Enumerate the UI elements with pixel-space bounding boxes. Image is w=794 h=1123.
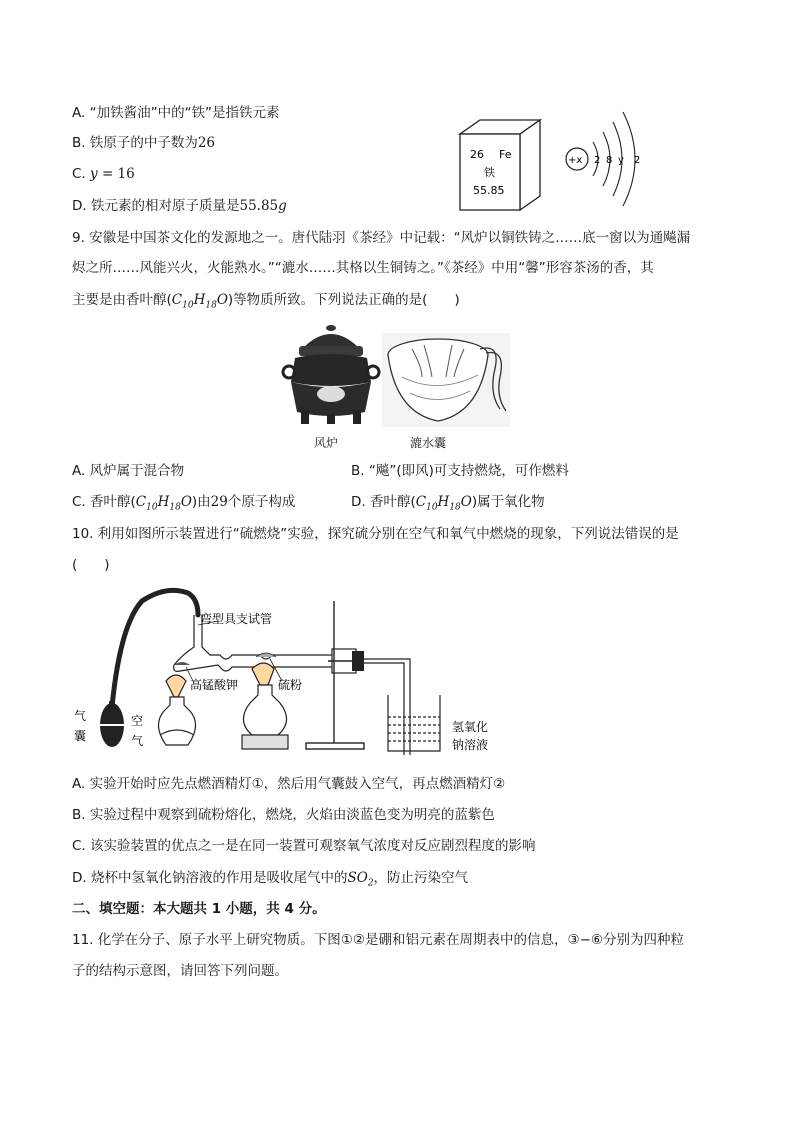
airbag-label-2: 囊 bbox=[74, 729, 87, 743]
q9-option-a: A. 风炉属于混合物 bbox=[72, 463, 185, 479]
q10-option-a: A. 实验开始时应先点燃酒精灯①，然后用气囊鼓入空气，再点燃酒精灯② bbox=[72, 776, 506, 792]
element-mass: 55.85 bbox=[473, 184, 505, 197]
q8-option-d: D. 铁元素的相对原子质量是55.85g bbox=[72, 198, 287, 214]
q9-stem-line2: 烬之所……风能兴火，火能熟水。”“漉水……其格以生铜铸之。”《茶经》中用“馨”形容茶汤的香，其 bbox=[72, 260, 654, 276]
element-card bbox=[460, 120, 540, 210]
beaker bbox=[388, 695, 440, 751]
alcohol-lamp-2 bbox=[242, 663, 288, 749]
q10-option-c: C. 该实验装置的优点之一是在同一装置可观察氧气浓度对反应剧烈程度的影响 bbox=[72, 838, 536, 854]
q9-stem-line3: 主要是由香叶醇$(C_{10}H_{18}O)$等物质所致。下列说法正确的是( ) bbox=[72, 292, 460, 311]
iron-element-figure bbox=[455, 106, 655, 216]
kmno4-label: 高锰酸钾 bbox=[190, 678, 239, 692]
q9-option-d: D. 香叶醇$(C_{10}H_{18}O)$属于氧化物 bbox=[351, 494, 545, 513]
shell3-label: y bbox=[618, 155, 624, 166]
q9-option-c: C. 香叶醇$(C_{10}H_{18}O)$由29个原子构成 bbox=[72, 494, 296, 513]
rubber-stopper bbox=[352, 651, 364, 671]
q10-option-b: B. 实验过程中观察到硫粉熔化，燃烧，火焰由淡蓝色变为明亮的蓝紫色 bbox=[72, 807, 495, 823]
atom-structure-diagram bbox=[566, 112, 640, 206]
shell4-label: 2 bbox=[634, 155, 641, 166]
q10-stem-line1: 10. 利用如图所示装置进行“硫燃烧”实验，探究硫分别在空气和氧气中燃烧的现象，下列说法错误的是 bbox=[72, 526, 679, 542]
naoh-label-2: 钠溶液 bbox=[452, 738, 489, 752]
q10-stem-line2: ( ) bbox=[72, 557, 110, 573]
water-filter-bag-picture bbox=[382, 333, 510, 427]
section-heading: 二、填空题：本大题共 1 小题，共 4 分。 bbox=[72, 901, 326, 917]
shell2-label: 8 bbox=[606, 155, 613, 166]
water-filter-bag-caption: 漉水囊 bbox=[410, 436, 447, 450]
air-bag bbox=[100, 701, 124, 747]
q8-option-c: C. y = 16 bbox=[72, 166, 135, 182]
wind-stove-picture bbox=[281, 320, 381, 428]
element-number: 26 bbox=[470, 148, 484, 161]
q8-option-a: A. “加铁酱油”中的“铁”是指铁元素 bbox=[72, 105, 280, 121]
q8-option-b: B. 铁原子的中子数为26 bbox=[72, 135, 216, 151]
nucleus-label: +x bbox=[568, 155, 583, 166]
sulfur-label: 硫粉 bbox=[278, 678, 303, 692]
shell1-label: 2 bbox=[594, 155, 601, 166]
sulfur-pile bbox=[256, 653, 276, 657]
q11-line2: 子的结构示意图，请回答下列问题。 bbox=[72, 963, 288, 979]
sulfur-combustion-apparatus bbox=[70, 585, 510, 760]
q10-option-d: D. 烧杯中氢氧化钠溶液的作用是吸收尾气中的$SO_2$，防止污染空气 bbox=[72, 870, 469, 889]
element-symbol: Fe bbox=[499, 148, 512, 161]
naoh-label-1: 氢氧化 bbox=[452, 720, 489, 734]
rubber-hose bbox=[112, 590, 198, 707]
air-label-2: 气 bbox=[131, 734, 144, 748]
wind-stove-caption: 风炉 bbox=[314, 436, 339, 450]
air-label-1: 空 bbox=[131, 714, 144, 728]
q9-option-b: B. “飚”(即风)可支持燃烧，可作燃料 bbox=[351, 463, 569, 479]
element-name: 铁 bbox=[484, 166, 495, 179]
q9-stem-line1: 9. 安徽是中国茶文化的发源地之一。唐代陆羽《茶经》中记载：“风炉以铜铁铸之……底一窗以为通飚漏 bbox=[72, 230, 691, 246]
airbag-label-1: 气 bbox=[74, 709, 87, 723]
tube-label: 弯型具支试管 bbox=[200, 612, 273, 626]
iron-stand bbox=[306, 601, 364, 749]
q11-line1: 11. 化学在分子、原子水平上研究物质。下图①②是硼和铝元素在周期表中的信息，③−⑥分别为四种粒 bbox=[72, 932, 684, 948]
